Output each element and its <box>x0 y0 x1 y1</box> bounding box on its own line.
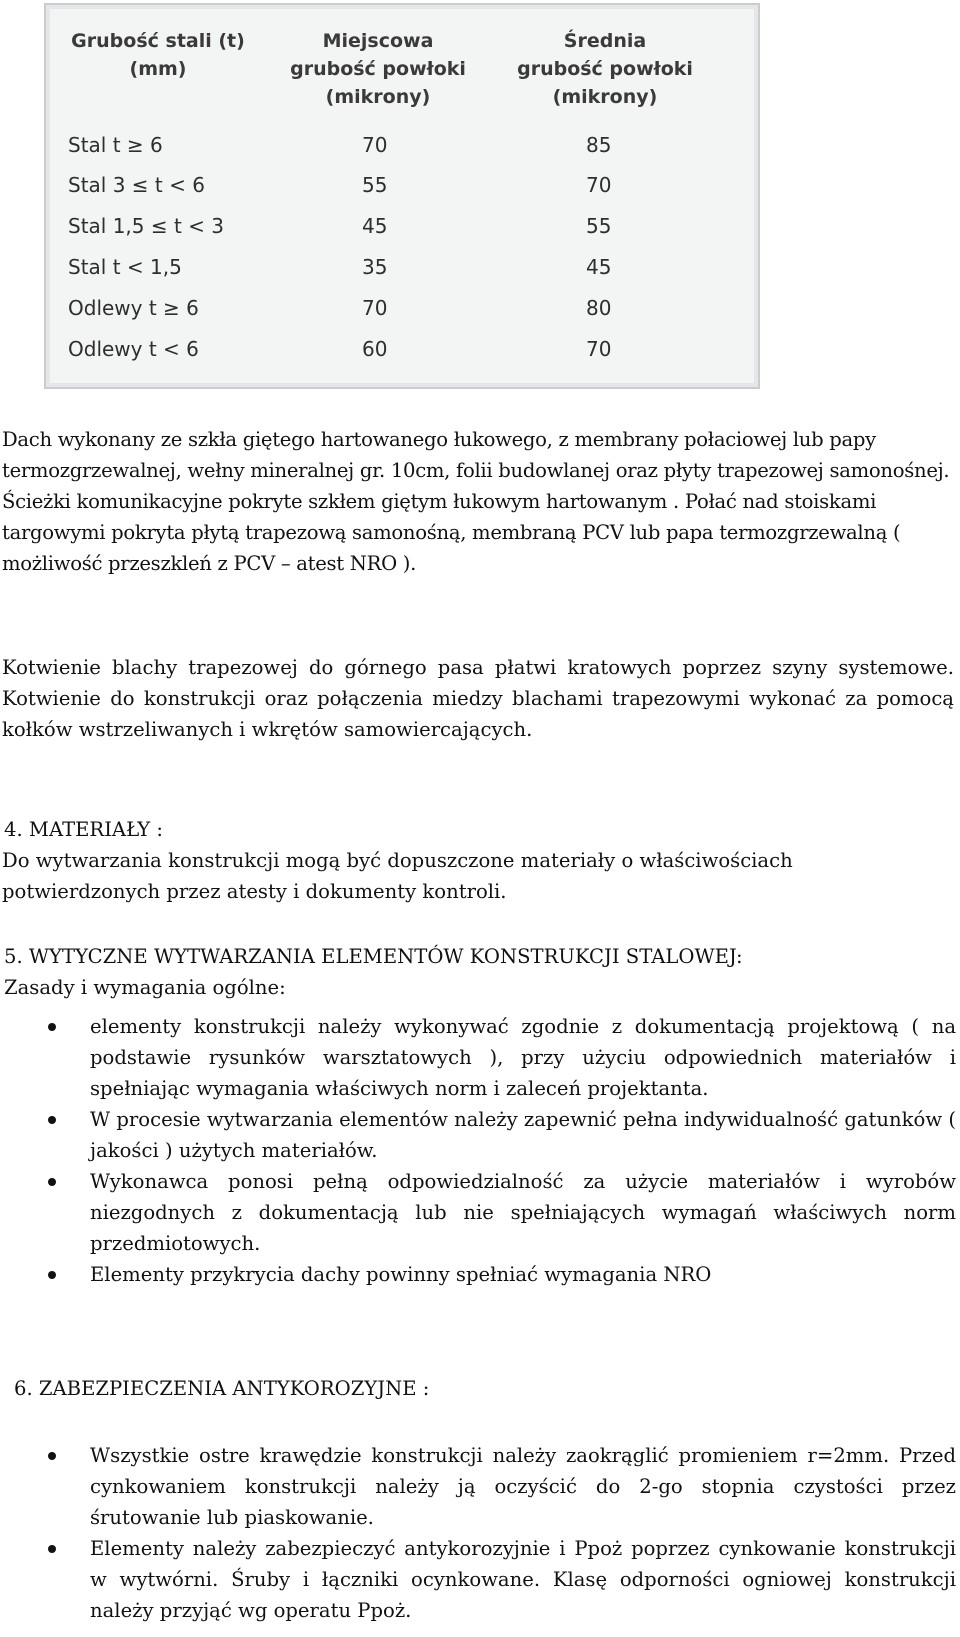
section-4-heading: 4. MATERIAŁY : <box>4 818 163 841</box>
bullet-icon <box>48 1271 56 1279</box>
table-cell: 45 <box>362 214 388 238</box>
bullet-icon <box>48 1023 56 1031</box>
table-cell: Stal t ≥ 6 <box>68 133 163 157</box>
bullet-icon <box>48 1452 56 1460</box>
table-header-steel-thickness <box>58 27 258 83</box>
list-item <box>0 1011 956 1104</box>
header-line: (mikrony) <box>325 86 431 108</box>
list-item-text: Wykonawca ponosi pełną odpowiedzialność za użycie materiałów i wyrobów niezgodnych z dokumentacją lub nie spełniających wymagań właściwych norm przedmiotowych. <box>90 1170 956 1255</box>
bullet-icon <box>48 1545 56 1553</box>
roof-description-paragraph: Dach wykonany ze szkła giętego hartowanego łukowego, z membrany połaciowej lub papy termozgrzewalnej, wełny mineralnej gr. 10cm, folii budowlanej oraz płyty trapezowej samonośnej. Ścieżki komunikacyjne pokryte szkłem giętym łukowym hartowanym . Połać nad stoiskami targowymi pokryta płytą trapezową samonośną, membraną PCV lub papa termozgrzewalną ( możliwość przeszkleń z PCV – atest NRO ). <box>2 428 950 575</box>
table-cell: Odlewy t < 6 <box>68 337 199 361</box>
table-cell: 70 <box>362 133 388 157</box>
section-6-bullet-list <box>0 1440 956 1626</box>
table-cell: Odlewy t ≥ 6 <box>68 296 199 320</box>
section-5-bullet-list <box>0 1011 956 1290</box>
table-cell: Stal 3 ≤ t < 6 <box>68 173 205 197</box>
header-line: Grubość stali (t) <box>71 30 245 52</box>
table-row <box>46 208 758 248</box>
table-header-local-thickness <box>278 27 478 111</box>
table-cell: 45 <box>586 255 612 279</box>
list-item-text: elementy konstrukcji należy wykonywać zgodnie z dokumentacją projektową ( na podstawie rysunków warsztatowych ), przy użyciu odpowiednich materiałów i spełniając wymagania właściwych norm i zaleceń projektanta. <box>90 1015 956 1100</box>
section-5-heading: 5. WYTYCZNE WYTWARZANIA ELEMENTÓW KONSTRUKCJI STALOWEJ: <box>4 945 743 968</box>
header-line: Średnia <box>563 30 647 52</box>
header-line: grubość powłoki <box>290 58 466 80</box>
table-header-average-thickness <box>498 27 712 111</box>
table-cell: 80 <box>586 296 612 320</box>
table-cell: 70 <box>362 296 388 320</box>
list-item-text: W procesie wytwarzania elementów należy zapewnić pełna indywidualność gatunków ( jakości ) użytych materiałów. <box>90 1108 956 1162</box>
anchoring-paragraph: Kotwienie blachy trapezowej do górnego pasa płatwi kratowych poprzez szyny systemowe. Kotwienie do konstrukcji oraz połączenia miedzy blachami trapezowymi wykonać za pomocą kołków wstrzeliwanych i wkrętów samowiercających. <box>2 656 954 741</box>
list-item-text: Wszystkie ostre krawędzie konstrukcji należy zaokrąglić promieniem r=2mm. Przed cynkowaniem konstrukcji należy ją oczyścić do 2-go stopnia czystości przez śrutowanie lub piaskowanie. <box>90 1444 956 1529</box>
table-cell: 85 <box>586 133 612 157</box>
table-row <box>46 331 758 371</box>
table-cell: Stal 1,5 ≤ t < 3 <box>68 214 225 238</box>
table-cell: 55 <box>362 173 388 197</box>
table-row <box>46 249 758 289</box>
table-cell: 55 <box>586 214 612 238</box>
list-item <box>0 1440 956 1533</box>
list-item-text: Elementy przykrycia dachy powinny spełniać wymagania NRO <box>90 1263 712 1286</box>
header-line: (mm) <box>129 58 187 80</box>
bullet-icon <box>48 1178 56 1186</box>
list-item <box>0 1533 956 1626</box>
section-6-heading: 6. ZABEZPIECZENIA ANTYKOROZYJNE : <box>14 1377 430 1400</box>
list-item <box>0 1104 956 1166</box>
table-cell: 70 <box>586 173 612 197</box>
header-line: Miejscowa <box>322 30 434 52</box>
list-item-text: Elementy należy zabezpieczyć antykorozyjnie i Ppoż poprzez cynkowanie konstrukcji w wytwórni. Śruby i łączniki ocynkowane. Klasę odporności ogniowej konstrukcji należy przyjąć wg operatu Ppoż. <box>90 1537 956 1622</box>
table-cell: Stal t < 1,5 <box>68 255 182 279</box>
table-cell: 60 <box>362 337 388 361</box>
list-item <box>0 1166 956 1259</box>
coating-thickness-table <box>44 3 760 389</box>
table-cell: 70 <box>586 337 612 361</box>
bullet-icon <box>48 1116 56 1124</box>
section-5-subheading: Zasady i wymagania ogólne: <box>4 976 286 999</box>
table-cell: 35 <box>362 255 388 279</box>
table-row <box>46 290 758 330</box>
table-row <box>46 127 758 167</box>
header-line: grubość powłoki <box>517 58 693 80</box>
header-line: (mikrony) <box>552 86 658 108</box>
section-4-text: Do wytwarzania konstrukcji mogą być dopuszczone materiały o właściwościach potwierdzonych przez atesty i dokumenty kontroli. <box>2 849 793 903</box>
list-item <box>0 1259 956 1290</box>
table-row <box>46 167 758 207</box>
